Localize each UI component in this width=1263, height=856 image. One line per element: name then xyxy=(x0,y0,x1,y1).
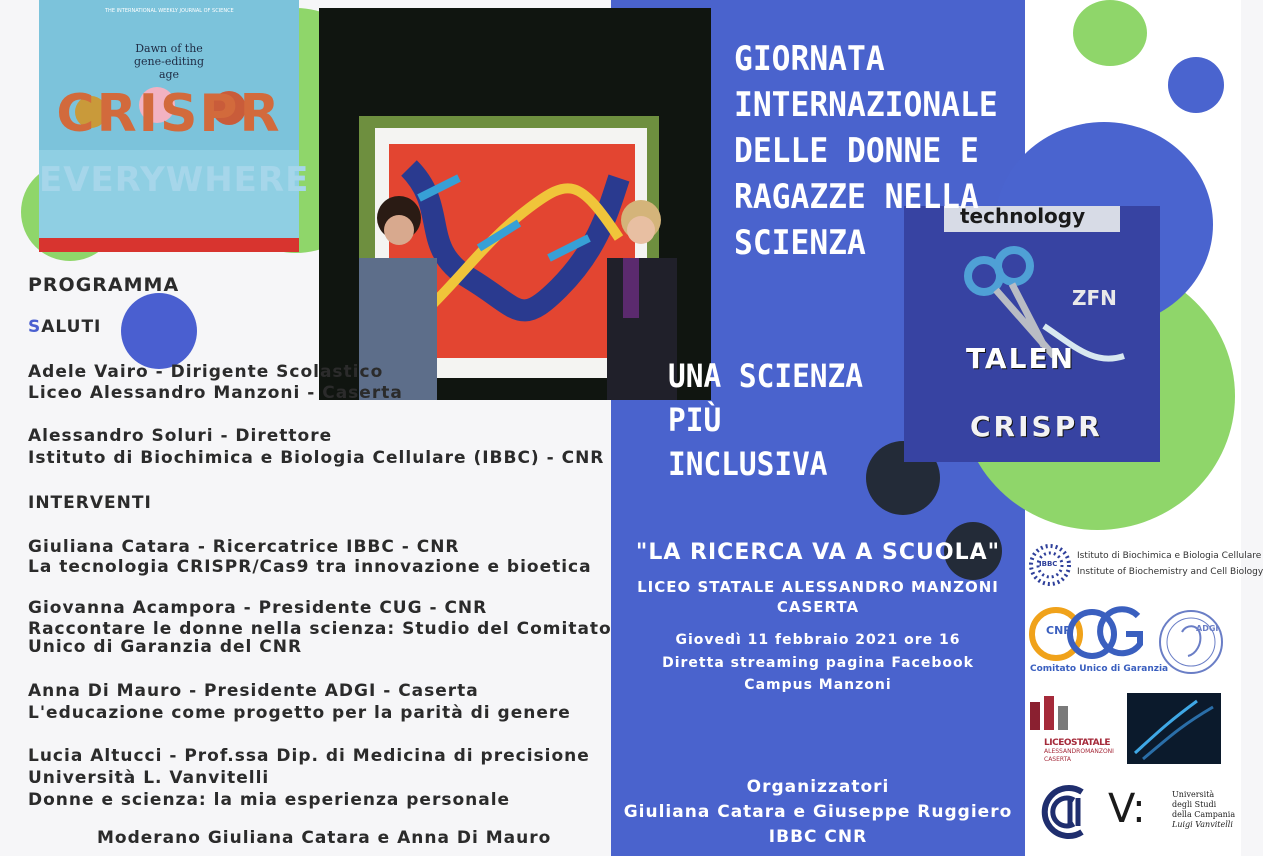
intervento-1-line-2: La tecnologia CRISPR/Cas9 tra innovazione e bioetica xyxy=(28,557,592,577)
cug-logo xyxy=(1028,604,1169,676)
magazine-masthead: THE INTERNATIONAL WEEKLY JOURNAL OF SCIENCE xyxy=(105,8,234,14)
saluti-rest: ALUTI xyxy=(41,317,102,337)
magazine-subtitle: Dawn of the gene-editing age xyxy=(134,42,204,81)
ibbc-line-2: Institute of Biochemistry and Cell Biology xyxy=(1077,567,1263,577)
intervento-3-line-1: Anna Di Mauro - Presidente ADGI - Caserta xyxy=(28,681,479,701)
intervento-1-line-1: Giuliana Catara - Ricercatrice IBBC - CNR xyxy=(28,537,460,557)
liceo-mark-icon xyxy=(1030,696,1070,730)
intervento-3-line-2: L'educazione come progetto per la parità di genere xyxy=(28,703,571,723)
ibbc-mark: IBBC xyxy=(1039,560,1058,568)
event-name: "LA RICERCA VA A SCUOLA" xyxy=(635,540,1001,565)
photo-art xyxy=(319,8,711,400)
collage-word-talen: TALEN xyxy=(966,342,1075,375)
liceo-line-3: CASERTA xyxy=(1044,756,1071,763)
blue-circle xyxy=(1168,57,1224,113)
blue-circle xyxy=(121,293,197,369)
scientists-photo xyxy=(319,8,711,400)
cug-cnr-text: CNR xyxy=(1046,624,1072,637)
intervento-2-line-2: Raccontare le donne nella scienza: Studio del Comitato xyxy=(28,619,612,639)
program-heading: PROGRAMMA xyxy=(28,274,180,296)
cug-caption: Comitato Unico di Garanzia xyxy=(1030,664,1169,674)
saluto-1-line-1: Adele Vairo - Dirigente Scolastico xyxy=(28,362,384,382)
organizers-institution: IBBC CNR xyxy=(768,827,868,847)
adgi-seal-icon xyxy=(1156,608,1226,676)
liceo-line-1: LICEOSTATALE xyxy=(1044,738,1110,748)
moderators: Moderano Giuliana Catara e Anna Di Mauro xyxy=(97,828,552,848)
school-line-1: LICEO STATALE ALESSANDRO MANZONI xyxy=(637,578,999,596)
event-title: GIORNATA INTERNAZIONALE DELLE DONNE E RAGAZZE NELLA SCIENZA xyxy=(734,39,998,263)
intervento-2-line-1: Giovanna Acampora - Presidente CUG - CNR xyxy=(28,598,488,618)
vanvitelli-text: Università degli Studi della Campania Luigi Vanvitelli xyxy=(1172,790,1236,829)
intervento-4-line-2: Università L. Vanvitelli xyxy=(28,768,270,788)
magazine-everywhere-word: EVERYWHERE xyxy=(39,160,310,200)
interventi-heading: INTERVENTI xyxy=(28,493,152,513)
saluto-1-line-2: Liceo Alessandro Manzoni - Caserta xyxy=(28,383,403,403)
organizers-names: Giuliana Catara e Giuseppe Ruggiero xyxy=(623,802,1013,822)
magazine-crispr-word: CRISPR xyxy=(56,84,282,144)
ibbc-line-1: Istituto di Biochimica e Biologia Cellulare xyxy=(1077,551,1262,561)
saluti-heading xyxy=(28,317,101,338)
organizers-heading: Organizzatori xyxy=(746,777,890,797)
adgi-logo xyxy=(1156,608,1226,676)
saluti-initial: S xyxy=(28,317,42,337)
liceo-logo xyxy=(1028,694,1118,766)
adgi-text: ADGI xyxy=(1196,624,1219,633)
stream-line-1: Diretta streaming pagina Facebook xyxy=(662,655,974,671)
stream-line-2: Campus Manzoni xyxy=(744,677,892,693)
magazine-cover-image xyxy=(39,0,310,252)
collage-word-crispr: CRISPR xyxy=(970,410,1103,443)
liceo-line-2: ALESSANDROMANZONI xyxy=(1044,748,1114,755)
intervento-4-line-3: Donne e scienza: la mia esperienza personale xyxy=(28,790,511,810)
ibbc-logo xyxy=(1025,543,1263,587)
event-date: Giovedì 11 febbraio 2021 ore 16 xyxy=(675,632,961,648)
dna-thumbnail-art xyxy=(1127,693,1221,764)
dna-thumbnail xyxy=(1127,693,1221,764)
vanvitelli-logo xyxy=(1102,778,1236,848)
collage-header-word: technology xyxy=(960,204,1086,228)
saluto-2-line-1: Alessandro Soluri - Direttore xyxy=(28,426,333,446)
saluto-2-line-2: Istituto di Biochimica e Biologia Cellulare (IBBC) - CNR xyxy=(28,448,605,468)
school-line-2: CASERTA xyxy=(776,598,860,616)
vanvitelli-mark: V: xyxy=(1108,786,1146,832)
collage-word-zfn: ZFN xyxy=(1072,286,1117,310)
slogan: UNA SCIENZA PIÙ INCLUSIVA xyxy=(668,357,863,483)
intervento-4-line-1: Lucia Altucci - Prof.ssa Dip. di Medicina di precisione xyxy=(28,746,590,766)
green-circle xyxy=(1073,0,1147,66)
intervento-2-line-3: Unico di Garanzia del CNR xyxy=(28,637,303,657)
cnr-mark-icon xyxy=(1030,778,1100,846)
cnr-logo xyxy=(1030,778,1100,846)
